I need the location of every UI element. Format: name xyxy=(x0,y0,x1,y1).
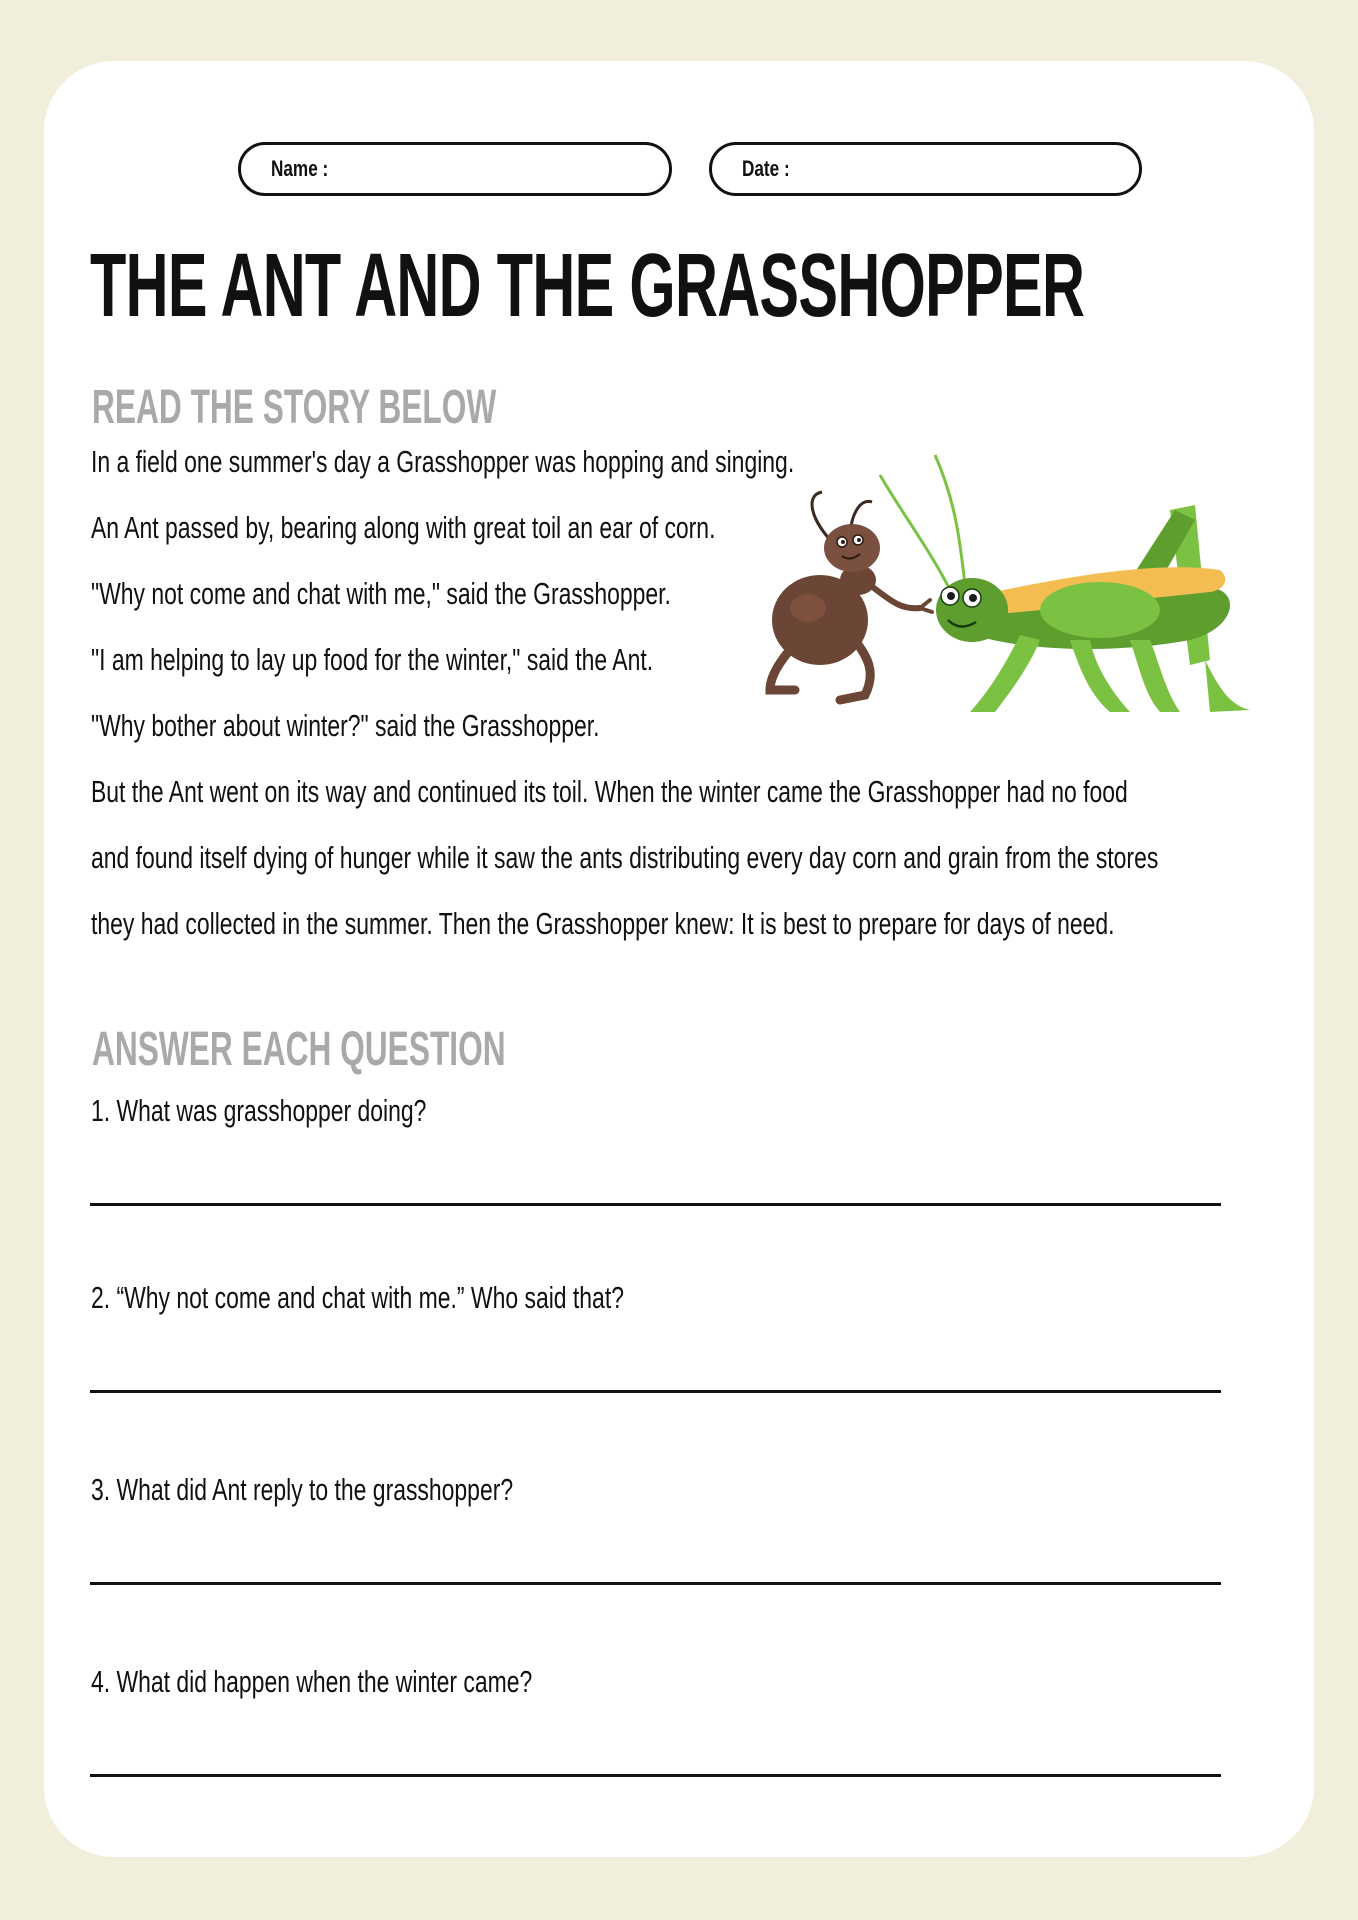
story-line: But the Ant went on its way and continued its toil. When the winter came the Grasshopper had no food xyxy=(91,774,1128,809)
question-3: 3. What did Ant reply to the grasshopper? xyxy=(91,1472,514,1507)
answer-line-4[interactable] xyxy=(90,1774,1221,1777)
question-1: 1. What was grasshopper doing? xyxy=(91,1093,427,1128)
story-line: and found itself dying of hunger while it saw the ants distributing every day corn and grain from the stores xyxy=(91,840,1159,875)
story-heading: READ THE STORY BELOW xyxy=(92,381,497,434)
ant-and-grasshopper-illustration xyxy=(750,450,1260,730)
answer-line-3[interactable] xyxy=(90,1582,1221,1585)
date-field[interactable] xyxy=(709,142,1142,196)
ant-icon xyxy=(770,492,932,700)
story-line: In a field one summer's day a Grasshopper was hopping and singing. xyxy=(91,444,795,479)
story-line: "Why bother about winter?" said the Grasshopper. xyxy=(91,708,600,743)
story-line: they had collected in the summer. Then the Grasshopper knew: It is best to prepare for days of need. xyxy=(91,906,1115,941)
grasshopper-icon xyxy=(880,455,1250,712)
date-label: Date : xyxy=(742,156,790,181)
story-line: An Ant passed by, bearing along with great toil an ear of corn. xyxy=(91,510,716,545)
story-line: "Why not come and chat with me," said the Grasshopper. xyxy=(91,576,671,611)
question-2: 2. “Why not come and chat with me.” Who said that? xyxy=(91,1280,624,1315)
question-4: 4. What did happen when the winter came? xyxy=(91,1664,533,1699)
story-line: "I am helping to lay up food for the winter," said the Ant. xyxy=(91,642,654,677)
questions-heading: ANSWER EACH QUESTION xyxy=(92,1023,506,1076)
answer-line-1[interactable] xyxy=(90,1203,1221,1206)
name-label: Name : xyxy=(271,156,329,181)
name-field[interactable] xyxy=(238,142,672,196)
page-title: THE ANT AND THE GRASSHOPPER xyxy=(90,236,1085,336)
answer-line-2[interactable] xyxy=(90,1390,1221,1393)
